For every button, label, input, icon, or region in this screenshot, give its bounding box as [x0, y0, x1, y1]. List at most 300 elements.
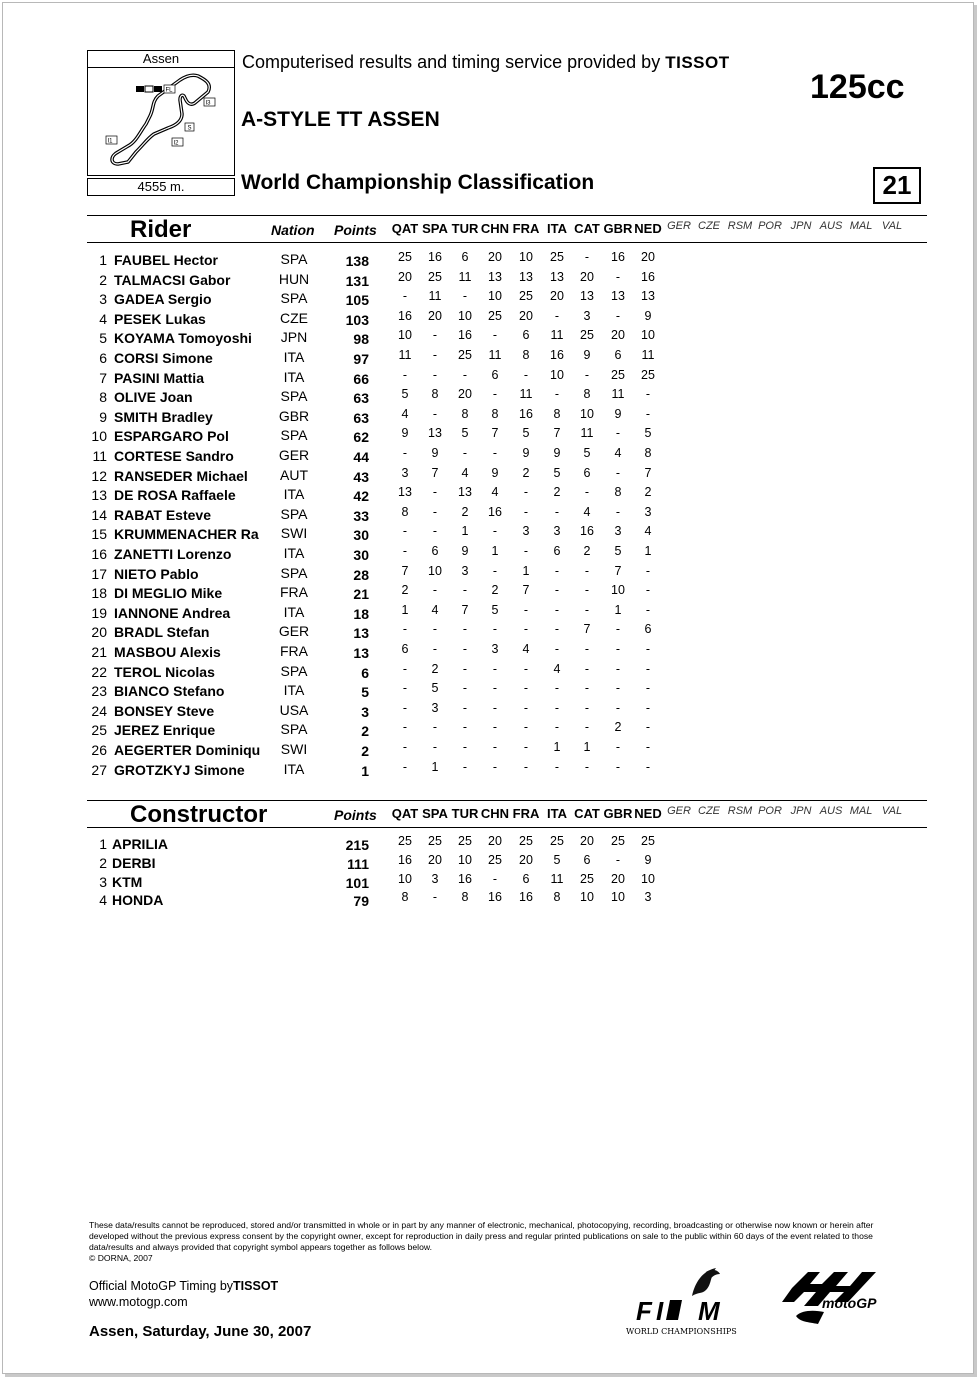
rider-race-result: - — [645, 720, 651, 735]
rider-nation: ITA — [283, 368, 305, 385]
rider-race-result: 25 — [641, 367, 655, 382]
rider-race-result: 2 — [522, 465, 530, 480]
rider-race-result: 13 — [611, 289, 625, 304]
rider-position: 22 — [91, 663, 107, 680]
race-header-gbr: GBR — [603, 806, 633, 821]
rider-nation: SPA — [280, 251, 308, 267]
rider-name: FAUBEL Hector — [114, 252, 218, 268]
rider-race-result: - — [554, 504, 560, 519]
rider-name: TALMACSI Gabor — [114, 271, 231, 288]
category-title: 125cc — [810, 68, 905, 106]
rider-race-result: - — [462, 720, 468, 735]
rider-nation: AUT — [280, 466, 308, 483]
rider-position: 9 — [99, 408, 107, 425]
rider-race-result: - — [645, 642, 651, 656]
constructor-race-result: 16 — [398, 852, 412, 867]
rider-race-result: - — [462, 367, 468, 382]
rider-race-result: - — [554, 720, 560, 735]
rider-position: 1 — [99, 252, 107, 268]
rider-race-result: 10 — [428, 563, 442, 578]
rider-position: 16 — [91, 546, 107, 562]
rider-race-result: - — [645, 563, 651, 578]
rider-race-result: 11 — [641, 348, 655, 362]
rider-race-result: 20 — [488, 250, 502, 264]
rider-race-result: - — [584, 661, 590, 676]
rider-position: 20 — [91, 624, 107, 641]
rider-race-result: - — [615, 661, 621, 676]
race-header-por: POR — [758, 805, 782, 817]
rider-race-result: 2 — [553, 485, 561, 500]
rider-race-result: 8 — [491, 406, 499, 421]
rider-race-result: 9 — [491, 465, 499, 480]
rider-race-result: 7 — [614, 563, 622, 578]
rider-race-result: 3 — [614, 524, 622, 539]
rider-row — [87, 504, 687, 526]
disclaimer — [89, 1220, 901, 1264]
rider-race-result: - — [584, 485, 590, 500]
rider-nation: FRA — [280, 584, 308, 601]
rider-race-result: - — [523, 681, 529, 696]
rider-race-result: - — [523, 602, 529, 617]
rider-race-result: 25 — [428, 269, 442, 284]
rider-row — [87, 389, 687, 408]
race-header-ned: NED — [634, 806, 662, 821]
rider-race-result: 7 — [522, 583, 530, 598]
rider-race-result: 9 — [614, 406, 622, 421]
race-header-chn: CHN — [480, 806, 510, 821]
rider-position: 17 — [91, 565, 107, 582]
rider-race-result: - — [462, 759, 468, 774]
constructor-race-result: 20 — [611, 871, 625, 886]
constructor-points: 101 — [345, 874, 369, 891]
race-header-cat: CAT — [574, 806, 600, 821]
rider-race-result: - — [615, 308, 621, 323]
rider-name: BRADL Stefan — [114, 624, 210, 641]
rider-race-result: - — [645, 681, 651, 696]
race-header-cat: CAT — [574, 221, 600, 236]
rider-race-result: 20 — [611, 328, 625, 343]
constructor-column-title: Constructor — [130, 801, 268, 828]
rider-race-result: - — [402, 759, 408, 774]
rider-race-result: - — [645, 700, 651, 715]
rider-race-result: 10 — [519, 250, 533, 264]
rider-row — [87, 700, 687, 722]
rider-race-result: 1 — [644, 544, 652, 558]
rider-race-result: 7 — [461, 602, 469, 617]
constructor-race-result: 25 — [519, 834, 533, 848]
rider-points: 131 — [345, 272, 369, 289]
map-label-i3 — [204, 98, 215, 107]
rider-row — [87, 428, 687, 447]
rider-row — [87, 742, 687, 761]
rider-race-result: 10 — [611, 583, 625, 598]
rider-points: 28 — [353, 566, 369, 583]
constructor-name: APRILIA — [112, 836, 168, 852]
race-header-aus: AUS — [819, 805, 843, 817]
circuit-map — [87, 68, 235, 176]
rider-name: DI MEGLIO Mike — [114, 585, 223, 602]
rider-position: 3 — [99, 291, 107, 308]
rider-race-result: 1 — [401, 602, 409, 617]
rider-race-result: 8 — [461, 406, 469, 421]
rider-nation: ITA — [283, 682, 305, 699]
rider-race-result: 20 — [398, 269, 412, 284]
rider-points: 1 — [361, 762, 369, 779]
rider-race-result: 10 — [398, 328, 412, 343]
rider-row — [87, 546, 687, 565]
rider-points: 138 — [345, 253, 369, 269]
rider-race-result: - — [645, 387, 651, 402]
fim-logo — [622, 1266, 752, 1338]
rider-nation: SPA — [280, 564, 308, 581]
rider-row — [87, 350, 687, 369]
rider-race-result: 20 — [580, 269, 594, 284]
rider-race-result: 2 — [491, 583, 499, 598]
provider-line — [242, 52, 730, 73]
constructor-race-result: 25 — [398, 834, 412, 848]
rider-position: 10 — [91, 428, 107, 445]
rider-race-result: - — [402, 544, 408, 558]
rider-points: 13 — [353, 625, 369, 642]
rider-race-result: 25 — [611, 367, 625, 382]
rider-race-result: 13 — [550, 269, 564, 284]
rider-row — [87, 269, 687, 291]
rider-race-result: - — [645, 740, 651, 754]
circuit-map-graphic — [88, 68, 234, 174]
race-header-aus: AUS — [819, 220, 843, 232]
rider-race-result: - — [462, 740, 468, 754]
rider-race-result: - — [523, 367, 529, 382]
rider-race-result: - — [584, 563, 590, 578]
rider-race-result: - — [554, 642, 560, 656]
rider-name: BIANCO Stefano — [114, 683, 225, 700]
rider-race-result: - — [554, 563, 560, 578]
rider-row — [87, 448, 687, 467]
rider-race-result: 3 — [401, 465, 409, 480]
rider-race-result: - — [645, 759, 651, 774]
rider-race-result: 8 — [553, 406, 561, 421]
constructor-position: 3 — [99, 873, 107, 890]
rider-race-result: 16 — [398, 308, 412, 323]
rider-race-result: 2 — [431, 661, 439, 676]
constructor-race-result: - — [492, 871, 498, 886]
svg-text:I2: I2 — [173, 140, 179, 147]
rider-race-result: 8 — [431, 387, 439, 402]
rider-race-result: 13 — [641, 289, 655, 304]
rider-points: 105 — [345, 292, 369, 309]
constructor-row — [87, 892, 687, 911]
rider-race-result: 13 — [580, 289, 594, 304]
rider-race-result: 3 — [491, 642, 499, 656]
rider-race-result: - — [523, 700, 529, 715]
rider-name: TEROL Nicolas — [114, 663, 215, 680]
constructor-name: DERBI — [112, 854, 156, 871]
rider-race-result: 6 — [644, 622, 652, 637]
rider-nation: ITA — [283, 603, 305, 620]
rider-race-result: 9 — [461, 544, 469, 558]
rider-position: 26 — [91, 742, 107, 758]
rider-race-result: - — [523, 622, 529, 637]
rider-row — [87, 624, 687, 643]
rider-points: 44 — [353, 449, 369, 465]
rider-race-result: - — [462, 583, 468, 598]
rider-row — [87, 406, 687, 428]
constructor-race-result: 5 — [553, 852, 561, 867]
rider-position: 25 — [91, 722, 107, 739]
rider-points: 103 — [345, 311, 369, 328]
rider-row — [87, 330, 687, 349]
rider-race-result: 1 — [553, 740, 561, 754]
rider-nation: JPN — [280, 329, 308, 346]
rider-race-result: - — [432, 504, 438, 519]
constructor-race-result: 10 — [458, 852, 472, 867]
rider-nation: SPA — [280, 388, 308, 405]
constructor-race-result: 25 — [611, 834, 625, 848]
rider-name: AEGERTER Dominiqu — [114, 742, 261, 758]
rider-race-result: - — [554, 681, 560, 696]
grid-block-icon — [136, 86, 144, 92]
rider-nation: GER — [278, 623, 310, 640]
constructor-race-result: 25 — [458, 834, 472, 848]
race-header-fra: FRA — [512, 221, 540, 236]
rider-points: 97 — [353, 351, 369, 367]
race-header-ger: GER — [667, 220, 691, 232]
rider-race-result: 4 — [522, 642, 530, 656]
rider-race-result: 9 — [644, 308, 652, 323]
rider-points: 13 — [353, 645, 369, 661]
rider-race-result: - — [523, 661, 529, 676]
rider-race-result: 9 — [431, 446, 439, 460]
rider-race-result: 9 — [522, 446, 530, 460]
rider-race-result: - — [462, 446, 468, 460]
rider-position: 15 — [91, 526, 107, 543]
constructor-race-result: 20 — [488, 834, 502, 848]
rider-points: 33 — [353, 507, 369, 524]
rider-points: 42 — [353, 488, 369, 505]
rider-race-result: - — [554, 622, 560, 637]
rider-race-result: - — [492, 740, 498, 754]
rider-race-result: 16 — [488, 504, 502, 519]
constructor-points: 215 — [345, 837, 369, 853]
rider-race-result: - — [554, 602, 560, 617]
rider-race-result: - — [492, 328, 498, 343]
rider-race-result: - — [554, 759, 560, 774]
race-header-fra: FRA — [512, 806, 540, 821]
svg-text:I: I — [656, 1296, 664, 1326]
rider-race-result: 4 — [461, 465, 469, 480]
constructor-race-result: 25 — [428, 834, 442, 848]
map-label-i2 — [172, 138, 183, 147]
rider-nation: SPA — [280, 427, 308, 444]
svg-text:motoGP: motoGP — [822, 1295, 877, 1311]
report-date: Assen, Saturday, June 30, 2007 — [89, 1323, 312, 1340]
rider-race-result: 11 — [550, 328, 564, 343]
rider-race-result: - — [492, 759, 498, 774]
rider-race-result: - — [584, 250, 590, 264]
rider-race-result: 10 — [641, 328, 655, 343]
rider-name: RABAT Esteve — [114, 506, 211, 523]
rider-race-result: 16 — [428, 250, 442, 264]
rider-race-result: - — [584, 759, 590, 774]
rider-position: 24 — [91, 702, 107, 719]
rider-points: 43 — [353, 468, 369, 485]
rider-race-result: - — [615, 740, 621, 754]
rider-nation: FRA — [280, 643, 308, 659]
rider-race-result: 4 — [583, 504, 591, 519]
rider-race-result: 6 — [491, 367, 499, 382]
rider-race-result: - — [554, 700, 560, 715]
rider-nation: SPA — [280, 290, 308, 307]
constructor-race-result: 20 — [580, 834, 594, 848]
rider-points: 63 — [353, 409, 369, 426]
rider-race-result: - — [432, 524, 438, 539]
rider-race-result: - — [615, 700, 621, 715]
rider-position: 6 — [99, 350, 107, 366]
rider-race-result: 16 — [641, 269, 655, 284]
rider-race-result: - — [462, 681, 468, 696]
rider-race-result: - — [432, 348, 438, 362]
rider-race-result: 20 — [428, 308, 442, 323]
constructor-race-result: 10 — [580, 890, 594, 905]
rider-race-result: 10 — [580, 406, 594, 421]
constructor-race-result: - — [432, 890, 438, 905]
rider-race-result: - — [523, 759, 529, 774]
rider-row — [87, 291, 687, 310]
rider-points: 30 — [353, 527, 369, 544]
rider-row — [87, 644, 687, 663]
rider-race-result: - — [523, 504, 529, 519]
race-header-cze: CZE — [698, 220, 720, 232]
rider-name: NIETO Pablo — [114, 565, 199, 582]
rider-race-result: - — [402, 524, 408, 539]
rider-row — [87, 308, 687, 330]
rider-row — [87, 759, 687, 781]
rider-nation: SPA — [280, 662, 308, 679]
timing-brand: TISSOT — [233, 1279, 279, 1293]
rider-position: 13 — [91, 487, 107, 504]
rider-race-result: - — [492, 681, 498, 696]
rider-race-result: 2 — [401, 583, 409, 598]
rider-name: ESPARGARO Pol — [114, 428, 229, 445]
constructor-race-result: 20 — [519, 852, 533, 867]
rider-race-result: - — [523, 720, 529, 735]
rider-nation: GER — [278, 447, 310, 463]
rider-race-result: - — [615, 642, 621, 656]
rider-race-result: 5 — [461, 426, 469, 441]
motogp-logo — [778, 1266, 886, 1332]
rider-race-result: - — [432, 406, 438, 421]
map-label-i1 — [106, 136, 117, 145]
rider-name: PESEK Lukas — [114, 310, 206, 327]
rider-position: 27 — [91, 761, 107, 778]
rider-race-result: - — [615, 426, 621, 441]
rider-race-result: 5 — [431, 681, 439, 696]
rider-race-result: 1 — [614, 602, 622, 617]
rider-name: MASBOU Alexis — [114, 644, 221, 660]
map-label-s — [185, 123, 194, 132]
constructor-race-result: 25 — [488, 852, 502, 867]
rider-race-result: - — [432, 485, 438, 500]
rider-race-result: 5 — [644, 426, 652, 441]
rider-race-result: 11 — [580, 426, 594, 441]
rider-name: BONSEY Steve — [114, 702, 215, 719]
rider-race-result: - — [584, 681, 590, 696]
rider-row — [87, 602, 687, 624]
rider-nation: GBR — [278, 407, 310, 424]
constructor-race-result: 3 — [644, 890, 652, 905]
rider-race-result: 16 — [458, 328, 472, 343]
rider-name: CORTESE Sandro — [114, 448, 234, 464]
rider-race-result: 5 — [583, 446, 591, 460]
rider-race-result: - — [402, 661, 408, 676]
rider-nation: SWI — [280, 741, 308, 757]
rider-row — [87, 683, 687, 702]
race-header-jpn: JPN — [790, 220, 812, 232]
rider-race-result: 11 — [611, 387, 625, 402]
rider-race-result: 10 — [488, 289, 502, 304]
rider-race-result: - — [584, 720, 590, 735]
rider-race-result: 25 — [580, 328, 594, 343]
race-header-ita: ITA — [547, 221, 567, 236]
svg-text:S: S — [187, 125, 192, 132]
provider-text: Computerised results and timing service provided by — [242, 52, 661, 72]
rider-race-result: 9 — [553, 446, 561, 460]
race-header-ned: NED — [634, 221, 662, 236]
rider-race-result: - — [554, 308, 560, 323]
rider-points: 66 — [353, 370, 369, 387]
rider-race-result: - — [432, 328, 438, 343]
rider-race-result: 1 — [461, 524, 469, 539]
race-header-ita: ITA — [547, 806, 567, 821]
constructor-race-result: 8 — [401, 890, 409, 905]
points-column-title: Points — [334, 222, 377, 238]
rider-race-result: - — [432, 583, 438, 598]
rider-race-result: - — [492, 661, 498, 676]
rider-race-result: - — [432, 740, 438, 754]
rider-race-result: 7 — [431, 465, 439, 480]
rider-points: 30 — [353, 547, 369, 563]
rider-race-result: 20 — [641, 250, 655, 264]
rider-race-result: - — [523, 740, 529, 754]
rider-race-result: - — [645, 583, 651, 598]
rider-race-result: - — [402, 367, 408, 382]
rider-race-result: 7 — [553, 426, 561, 441]
race-header-mal: MAL — [849, 805, 873, 817]
rider-race-result: - — [462, 622, 468, 637]
constructor-name: HONDA — [112, 892, 164, 909]
constructor-points: 79 — [353, 893, 369, 910]
rider-race-result: - — [615, 465, 621, 480]
rider-name: CORSI Simone — [114, 350, 213, 366]
rider-race-result: 13 — [428, 426, 442, 441]
rider-position: 11 — [92, 448, 107, 464]
rider-name: KOYAMA Tomoyoshi — [114, 330, 252, 347]
rider-race-result: - — [402, 289, 408, 304]
rider-race-result: 25 — [519, 289, 533, 304]
race-header-cze: CZE — [698, 805, 720, 817]
rider-race-result: 20 — [458, 387, 472, 402]
constructor-race-result: 10 — [611, 890, 625, 905]
constructor-race-result: 16 — [458, 871, 472, 886]
rider-race-result: 13 — [519, 269, 533, 284]
constructor-race-result: 8 — [553, 890, 561, 905]
rider-race-result: - — [402, 622, 408, 637]
provider-brand: TISSOT — [665, 53, 730, 72]
rider-race-result: 8 — [614, 485, 622, 500]
rider-race-result: - — [615, 759, 621, 774]
rider-position: 8 — [99, 389, 107, 406]
rider-race-result: 3 — [553, 524, 561, 539]
